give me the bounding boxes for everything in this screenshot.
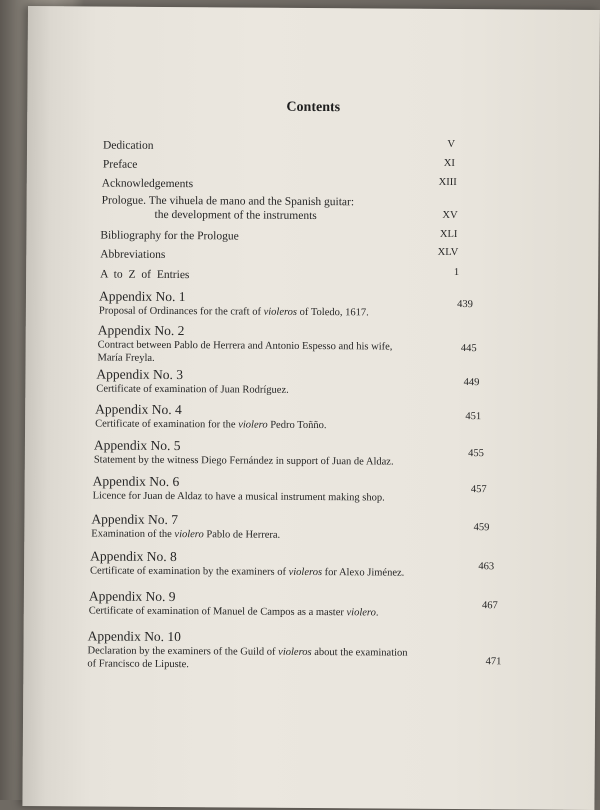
entry-label: Bibliography for the Prologue (100, 229, 239, 243)
toc-entry-appendix-9 (89, 588, 379, 619)
appendix-description: Examination of the violero Pablo de Herrera. (91, 528, 281, 541)
toc-entry-bibliography (100, 229, 238, 244)
entry-label-continued: the development of the instruments (154, 208, 317, 223)
appendix-description-continued: María Freyla. (97, 352, 155, 364)
page-number: 451 (465, 411, 482, 423)
appendix-heading: Appendix No. 3 (96, 366, 184, 383)
page-number: XLV (437, 246, 459, 259)
entry-label: Acknowledgements (101, 177, 194, 191)
toc-entry-appendix-6 (93, 473, 385, 504)
toc-entry-abbreviations (100, 248, 165, 262)
page-number: 471 (485, 656, 502, 668)
appendix-heading: Appendix No. 9 (88, 588, 176, 605)
page-number: V (447, 138, 456, 150)
toc-entry-preface (103, 158, 138, 172)
page-number: 445 (460, 343, 477, 355)
appendix-description: Certificate of examination of Juan Rodríguez. (96, 383, 289, 396)
appendix-heading: Appendix No. 4 (95, 401, 182, 418)
appendix-heading: Appendix No. 10 (87, 628, 182, 645)
table-of-contents (22, 6, 600, 810)
page-number: 457 (470, 484, 487, 496)
entry-label: Prologue. The vihuela de mano and the Spanish guitar: (101, 194, 355, 209)
toc-entry-appendix-5 (94, 437, 394, 468)
book-page (22, 6, 600, 810)
page-number: XV (442, 209, 458, 222)
page-number: XIII (438, 176, 457, 188)
appendix-heading: Appendix No. 8 (90, 548, 177, 565)
entry-label: Preface (102, 158, 138, 171)
page-number: 449 (463, 377, 480, 389)
toc-entry-appendix-10 (87, 628, 407, 672)
appendix-description: Certificate of examination by the examiners of violeros for Alexo Jiménez. (90, 565, 405, 579)
appendix-heading: Appendix No. 5 (93, 437, 181, 454)
appendix-description: Declaration by the examiners of the Guild of violeros about the examination (87, 645, 408, 659)
page-number: XLI (439, 228, 458, 241)
toc-entry-appendix-4 (95, 401, 327, 432)
toc-entry-dedication (103, 139, 154, 153)
toc-entry-appendix-7 (91, 511, 280, 541)
entry-label: A to Z of Entries (100, 268, 190, 282)
toc-entry-acknowledgements (102, 177, 193, 192)
entry-label: Dedication (102, 139, 154, 152)
toc-entry-appendix-2 (97, 322, 392, 366)
entry-label: Abbreviations (100, 248, 166, 261)
appendix-description: Licence for Juan de Aldaz to have a musical instrument making shop. (92, 490, 385, 504)
page-title: Contents (286, 99, 341, 116)
toc-entry-appendix-1 (99, 289, 369, 320)
page-number: 463 (478, 561, 495, 573)
toc-entry-appendix-3 (96, 366, 289, 396)
appendix-description-continued: of Francisco de Lipuste. (87, 658, 189, 671)
appendix-heading: Appendix No. 2 (97, 322, 185, 339)
page-number: 1 (453, 266, 460, 279)
toc-entry-prologue (101, 194, 354, 224)
page-number: XI (443, 157, 455, 169)
toc-entry-appendix-8 (90, 548, 404, 579)
appendix-description: Contract between Pablo de Herrera and Antonio Espesso and his wife, (97, 339, 393, 353)
appendix-description: Proposal of Ordinances for the craft of violeros of Toledo, 1617. (98, 305, 369, 319)
toc-entry-a-to-z (100, 268, 189, 283)
appendix-description: Certificate of examination for the violero Pedro Toñño. (95, 418, 327, 432)
page-number: 439 (457, 299, 473, 311)
page-number: 459 (473, 522, 490, 534)
appendix-heading: Appendix No. 1 (98, 288, 186, 305)
page-number: 467 (482, 600, 498, 612)
page-number: 455 (468, 448, 484, 460)
appendix-description: Statement by the witness Diego Fernández in support of Juan de Aldaz. (93, 454, 394, 468)
appendix-description: Certificate of examination of Manuel de Campos as a master violero. (88, 605, 379, 619)
appendix-heading: Appendix No. 6 (92, 473, 180, 490)
appendix-heading: Appendix No. 7 (91, 511, 179, 528)
